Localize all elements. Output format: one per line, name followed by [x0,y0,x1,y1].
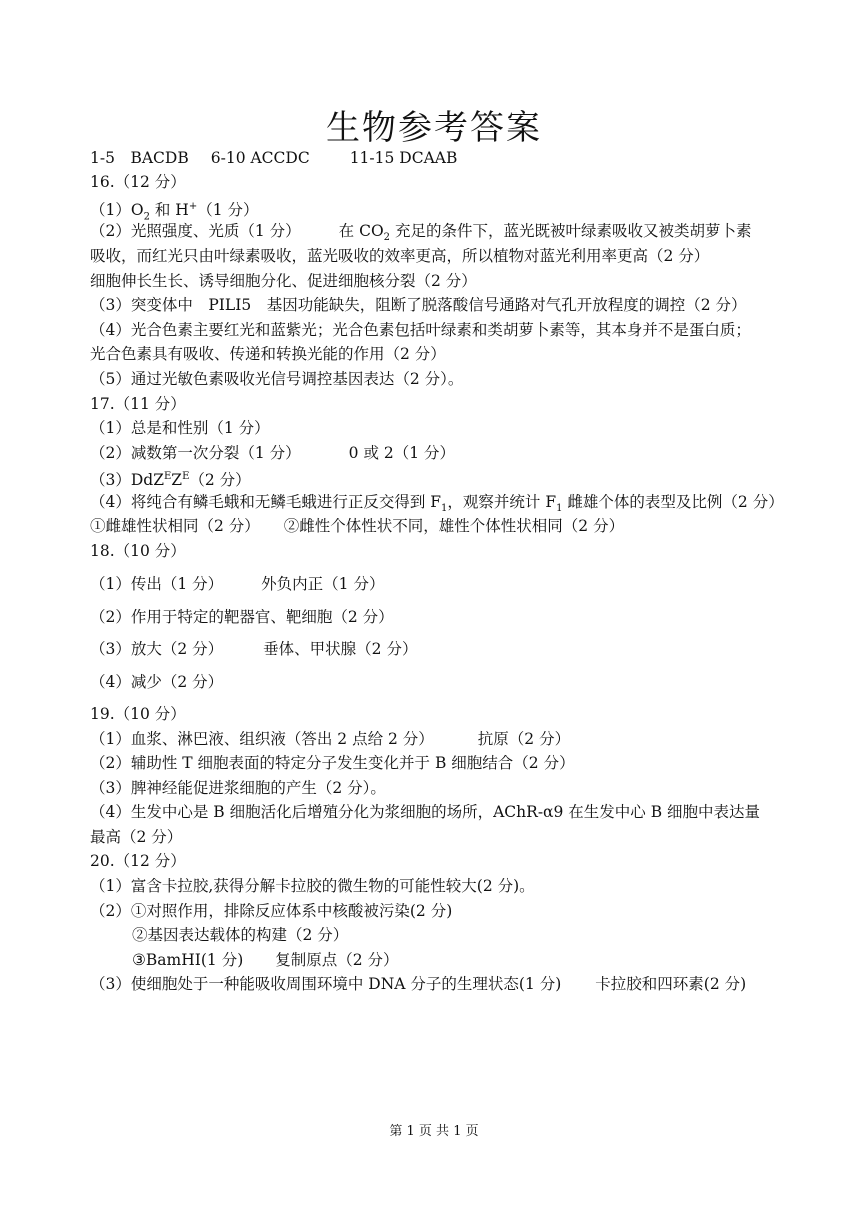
q18-line-1: （1）传出（1 分） 外负内正（1 分） [90,575,385,593]
q18-line-4: （4）减少（2 分） [90,673,224,691]
q19-line-2: （2）辅助性 T 细胞表面的特定分子发生变化并于 B 细胞结合（2 分） [90,754,575,772]
q16-line-6: （4）光合色素主要红光和蓝紫光；光合色素包括叶绿素和类胡萝卜素等，其本身并不是蛋白质； [90,321,751,339]
q16-heading: 16.（12 分） [90,173,186,191]
page-footer: 第 1 页 共 1 页 [389,1124,479,1139]
q16-line-4: 细胞伸长生长、诱导细胞分化、促进细胞核分裂（2 分） [90,272,477,290]
q20-line-1: （1）富含卡拉胶,获得分解卡拉胶的微生物的可能性较大(2 分)。 [90,877,535,895]
document-title: 生物参考答案 [326,108,542,148]
q18-line-2: （2）作用于特定的靶器官、靶细胞（2 分） [90,608,394,626]
q20-line-3: ②基因表达载体的构建（2 分） [132,926,349,944]
q17-line-3: $(3)DdZ^EZ^E(2$ 分） [90,471,251,490]
q16-line-3: 吸收，而红光只由叶绿素吸收，蓝光吸收的效率更高，所以植物对蓝光利用率更高（2 分） [90,247,710,265]
q20-heading: 20.（12 分） [90,852,186,870]
q20-line-4: ③BamHI(1 分) 复制原点（2 分） [132,951,399,969]
q20-line-5: （3）使细胞处于一种能吸收周围环境中 DNA 分子的生理状态(1 分) 卡拉胶和四环素(2 分) [90,975,747,993]
answer-key-line [90,147,457,169]
q16-line-7: 光合色素具有吸收、传递和转换光能的作用（2 分） [90,345,446,363]
answers-1-5: 1-5 BACDB [90,149,189,167]
q18-heading: 18.（10 分） [90,542,186,560]
q17-line-1: （1）总是和性别（1 分） [90,419,270,437]
q17-heading: 17.（11 分） [90,395,186,413]
q20-line-2: （2）①对照作用，排除反应体系中核酸被污染(2 分) [90,902,453,920]
answers-11-15: 11-15 DCAAB [349,149,458,167]
q17-line-4: （4）将纯合有鳞毛蛾和无鳞毛蛾进行正反交得到 $F_1$，观察并统计 $F_1$ 雌雄个体的表型及比例（2 分） [90,493,784,515]
q19-line-4: （4）生发中心是 B 细胞活化后增殖分化为浆细胞的场所，AChR-α9 在生发中心 B 细胞中表达量 [90,803,761,821]
q19-line-3: （3）脾神经能促进浆细胞的产生（2 分）。 [90,779,386,797]
q18-line-3: （3）放大（2 分） 垂体、甲状腺（2 分） [90,640,418,658]
q16-line-8: （5）通过光敏色素吸收光信号调控基因表达（2 分）。 [90,370,464,388]
q17-line-5: ①雌雄性状相同（2 分） ②雌性个体性状不同，雄性个体性状相同（2 分） [90,517,625,535]
q16-line-2: （2）光照强度、光质（1 分） 在 $CO_2$ 充足的条件下，蓝光既被叶绿素吸收又被类胡萝卜素 [90,222,752,244]
q19-heading: 19.（10 分） [90,705,186,723]
q16-line-1: $(1)O_2$ 和 H+（1 分） [90,201,259,223]
q19-line-5: 最高（2 分） [90,828,183,846]
answers-6-10: 6-10 ACCDC [210,149,310,167]
q16-line-5: （3）突变体中 PILI5 基因功能缺失，阻断了脱落酸信号通路对气孔开放程度的调控（2 分） [90,296,747,314]
q17-line-2: （2）减数第一次分裂（1 分） 0 或 2（1 分） [90,444,456,462]
q19-line-1: （1）血浆、淋巴液、组织液（答出 2 点给 2 分） 抗原（2 分） [90,730,571,748]
